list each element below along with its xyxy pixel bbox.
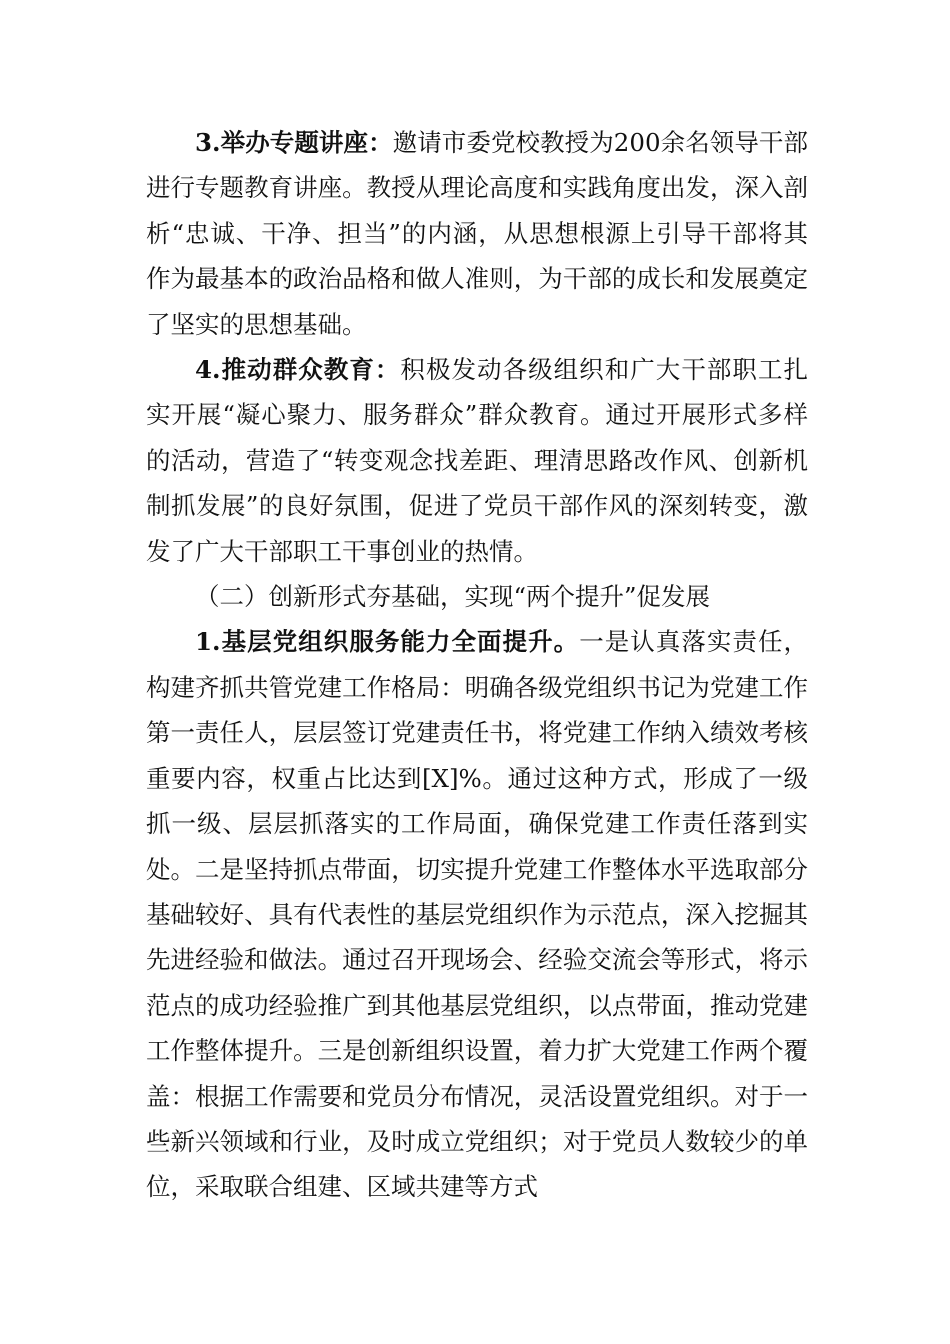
paragraph-body: 邀请市委党校教授为200余名领导干部进行专题教育讲座。教授从理论高度和实践角度出发，深入剖析“忠诚、干净、担当”的内涵，从思想根源上引导干部将其作为最基本的政治品格和做人准则，为干部的成长和发展奠定了坚实的思想基础。 — [146, 128, 808, 339]
paragraph-body: 积极发动各级组织和广大干部职工扎实开展“凝心聚力、服务群众”群众教育。通过开展形式多样的活动，营造了“转变观念找差距、理清思路改作风、创新机制抓发展”的良好氛围，促进了党员干部作风的深刻转变，激发了广大干部职工干事创业的热情。 — [146, 355, 809, 566]
paragraph-grassroots — [146, 619, 808, 1209]
paragraph-lead: 3.举办专题讲座： — [195, 128, 393, 157]
section-heading: （二）创新形式夯基础，实现“两个提升”促发展 — [195, 582, 711, 612]
paragraph-lead: 1.基层党组织服务能力全面提升。 — [195, 627, 580, 657]
document-page — [146, 120, 808, 1210]
paragraph-body: 一是认真落实责任，构建齐抓共管党建工作格局：明确各级党组织书记为党建工作第一责任人，层层签订党建责任书，将党建工作纳入绩效考核重要内容，权重占比达到[X]%。通过这种方式，形成了一级抓一级、层层抓落实的工作局面，确保党建工作责任落到实处。二是坚持抓点带面，切实提升党建工作整体水平选取部分基础较好、具有代表性的基层党组织作为示范点，深入挖掘其先进经验和做法。通过召开现场会、经验交流会等形式，将示范点的成功经验推广到其他基层党组织，以点带面，推动党建工作整体提升。三是创新组织设置，着力扩大党建工作两个覆盖：根据工作需要和党员分布情况，灵活设置党组织。对于一些新兴领域和行业，及时成立党组织；对于党员人数较少的单位，采取联合组建、区域共建等方式 — [146, 627, 809, 1202]
paragraph-lead: 4.推动群众教育： — [195, 355, 401, 385]
paragraph-lecture — [146, 120, 808, 347]
paragraph-mass-education — [146, 347, 808, 574]
